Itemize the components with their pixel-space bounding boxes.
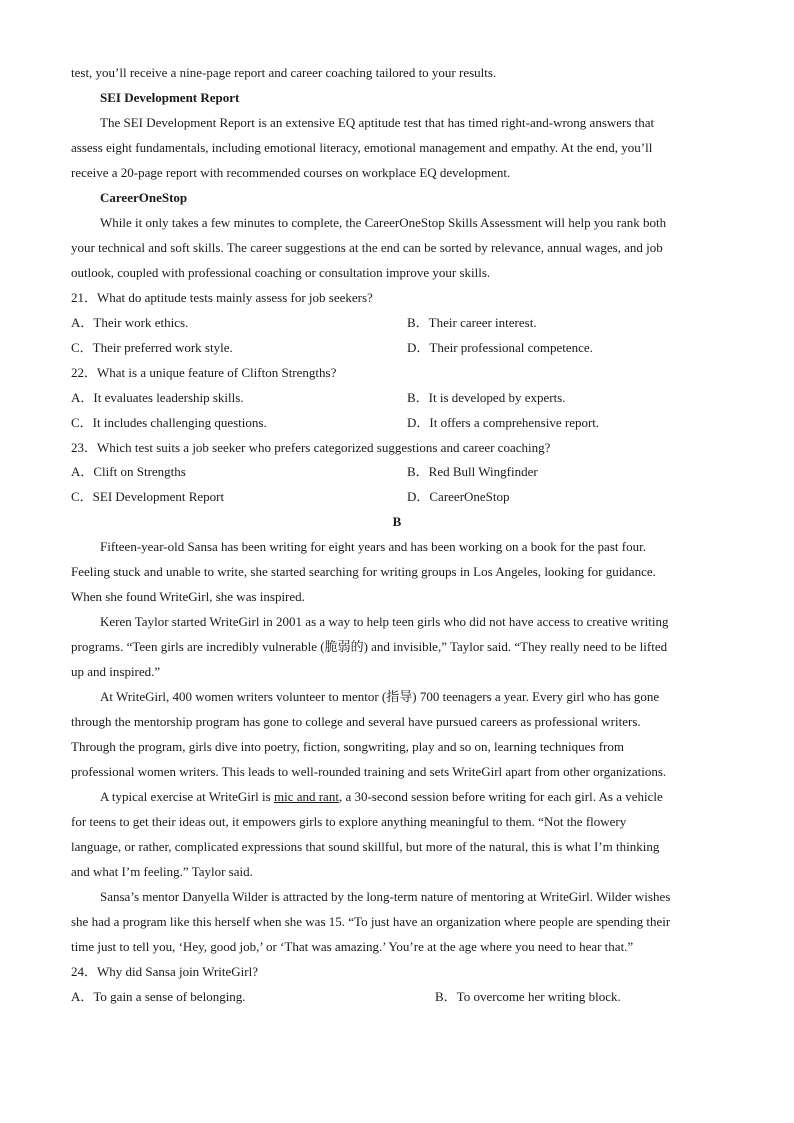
passage-line: professional women writers. This leads to well-rounded training and sets WriteGirl apart from other organizations.	[71, 764, 667, 779]
option-21-d: D．Their professional competence.	[407, 340, 593, 355]
passage-line: for teens to get their ideas out, it empowers girls to explore anything meaningful to them. “Not the flowery	[71, 814, 627, 829]
question-stem-23: 23．Which test suits a job seeker who prefers categorized suggestions and career coaching?	[71, 440, 551, 455]
passage-line: assess eight fundamentals, including emotional literacy, emotional management and empathy. At the end, you’ll	[71, 140, 653, 155]
passage-line: outlook, coupled with professional coaching or consultation improve your skills.	[71, 265, 491, 280]
option-22-b: B．It is developed by experts.	[407, 390, 566, 405]
option-23-b: B．Red Bull Wingfinder	[407, 464, 538, 479]
option-21-a: A．Their work ethics.	[71, 315, 189, 330]
passage-line: At WriteGirl, 400 women writers volunteer to mentor (指导) 700 teenagers a year. Every girl who has gone	[100, 689, 660, 704]
passage-line: programs. “Teen girls are incredibly vulnerable (脆弱的) and invisible,” Taylor said. “They really need to be lifted	[71, 639, 668, 654]
passage-line: test, you’ll receive a nine-page report and career coaching tailored to your results.	[71, 65, 497, 80]
passage-line: The SEI Development Report is an extensive EQ aptitude test that has timed right-and-wrong answers that	[100, 115, 655, 130]
section-b-label: B	[392, 514, 402, 529]
option-22-c: C．It includes challenging questions.	[71, 415, 267, 430]
passage-line	[100, 789, 720, 805]
passage-line: Sansa’s mentor Danyella Wilder is attracted by the long-term nature of mentoring at WriteGirl. Wilder wishes	[100, 889, 671, 904]
option-23-a: A．Clift on Strengths	[71, 464, 186, 479]
passage-line: Fifteen-year-old Sansa has been writing for eight years and has been working on a book for the past four.	[100, 539, 646, 554]
passage-text: , a 30-second session before writing for each girl. As a vehicle	[338, 789, 663, 804]
question-stem-24: 24．Why did Sansa join WriteGirl?	[71, 964, 258, 979]
passage-line: When she found WriteGirl, she was inspired.	[71, 589, 305, 604]
passage-line: your technical and soft skills. The career suggestions at the end can be sorted by relevance, annual wages, and job	[71, 240, 663, 255]
question-stem-21: 21．What do aptitude tests mainly assess for job seekers?	[71, 290, 373, 305]
passage-line: receive a 20-page report with recommended courses on workplace EQ development.	[71, 165, 511, 180]
option-21-b: B．Their career interest.	[407, 315, 537, 330]
option-21-c: C．Their preferred work style.	[71, 340, 233, 355]
section-heading-careeronestop: CareerOneStop	[100, 190, 188, 205]
underlined-phrase: mic and rant	[273, 789, 339, 804]
option-24-b: B．To overcome her writing block.	[435, 989, 621, 1004]
option-23-c: C．SEI Development Report	[71, 489, 225, 504]
passage-line: Keren Taylor started WriteGirl in 2001 as a way to help teen girls who did not have access to creative writing	[100, 614, 669, 629]
passage-line: time just to tell you, ‘Hey, good job,’ or ‘That was amazing.’ You’re at the age where you need to hear that.”	[71, 939, 634, 954]
option-22-d: D．It offers a comprehensive report.	[407, 415, 600, 430]
passage-line: up and inspired.”	[71, 664, 161, 679]
passage-line: Feeling stuck and unable to write, she started searching for writing groups in Los Angeles, looking for guidance.	[71, 564, 656, 579]
passage-line: While it only takes a few minutes to complete, the CareerOneStop Skills Assessment will help you rank both	[100, 215, 667, 230]
question-stem-22: 22．What is a unique feature of Clifton Strengths?	[71, 365, 337, 380]
passage-line: and what I’m feeling.” Taylor said.	[71, 864, 253, 879]
option-23-d: D．CareerOneStop	[407, 489, 510, 504]
option-22-a: A．It evaluates leadership skills.	[71, 390, 244, 405]
option-24-a: A．To gain a sense of belonging.	[71, 989, 246, 1004]
passage-line: through the mentorship program has gone to college and several have pursued careers as professional writers.	[71, 714, 641, 729]
passage-line: language, or rather, complicated expressions that sound skillful, but more of the natural, this is what I’m thinking	[71, 839, 660, 854]
passage-text: A typical exercise at WriteGirl is	[100, 789, 274, 804]
passage-line: she had a program like this herself when she was 15. “To just have an organization where people are spending their	[71, 914, 671, 929]
passage-line: Through the program, girls dive into poetry, fiction, songwriting, play and so on, learning techniques from	[71, 739, 624, 754]
section-heading-sei: SEI Development Report	[100, 90, 240, 105]
